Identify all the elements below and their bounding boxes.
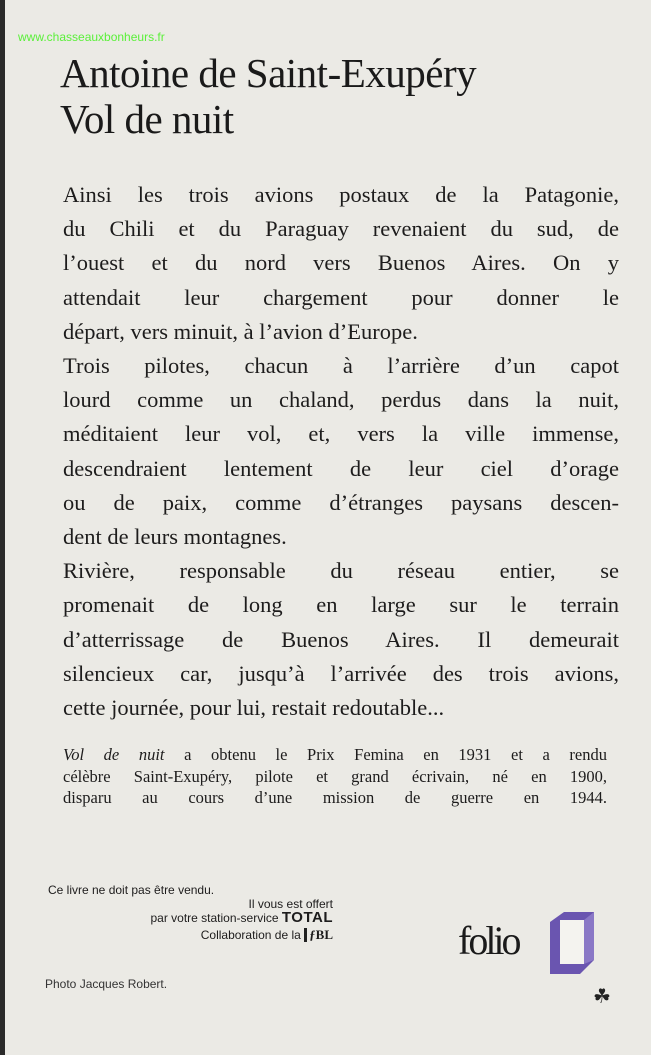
blurb-line: cette journée, pour lui, restait redoutable... xyxy=(63,695,445,721)
watermark: www.chasseauxbonheurs.fr xyxy=(18,30,165,44)
blurb-line: d’atterrissage de Buenos Aires. Il demeurait xyxy=(63,626,619,652)
blurb-line: Ainsi les trois avions postaux de la Patagonie, xyxy=(63,182,619,207)
blurb-text xyxy=(63,178,619,725)
gallimard-emblem-icon: ☘ xyxy=(593,986,611,1008)
sponsor-notice xyxy=(48,883,333,942)
blurb-line: Rivière, responsable du réseau entier, se xyxy=(63,558,619,584)
note-line: disparu au cours d’une mission de guerre en 1944. xyxy=(63,788,607,807)
folio-wordmark: folio xyxy=(458,918,519,963)
note-book-title: Vol de nuit xyxy=(63,745,165,764)
cover-heading xyxy=(60,50,476,142)
blurb-line: lourd comme un chaland, perdus dans la nuit, xyxy=(63,387,619,413)
blurb-line: méditaient leur vol, et, vers la ville immense, xyxy=(63,421,619,447)
photo-credit: Photo Jacques Robert. xyxy=(45,977,168,991)
blurb-line: silencieux car, jusqu’à l’arrivée des trois avions, xyxy=(63,660,619,686)
sponsor-line: Il vous est offert xyxy=(248,897,333,911)
note-line: a obtenu le Prix Femina en 1931 et a rendu xyxy=(164,745,608,764)
sponsor-line: Ce livre ne doit pas être vendu. xyxy=(48,883,215,897)
sponsor-line: Collaboration de la xyxy=(200,928,301,942)
book-title: Vol de nuit xyxy=(60,96,234,142)
author-name: Antoine de Saint-Exupéry xyxy=(60,50,477,96)
blurb-line: ou de paix, comme d’étranges paysans descen- xyxy=(63,489,619,515)
blurb-line: Trois pilotes, chacun à l’arrière d’un capot xyxy=(63,353,619,379)
cover-edge xyxy=(0,0,5,1055)
blurb-line: l’ouest et du nord vers Buenos Aires. On y xyxy=(63,250,619,276)
blurb-line: promenait de long en large sur le terrain xyxy=(63,592,619,618)
fbl-logo: ƒBL xyxy=(304,928,333,942)
note-line: célèbre Saint-Exupéry, pilote et grand écrivain, né en 1900, xyxy=(63,766,607,786)
blurb-line: départ, vers minuit, à l’avion d’Europe. xyxy=(63,318,418,344)
blurb-line: dent de leurs montagnes. xyxy=(63,524,287,550)
book-note xyxy=(63,744,607,809)
total-brand: TOTAL xyxy=(281,909,333,926)
blurb-line: du Chili et du Paraguay revenaient du sud, de xyxy=(63,216,619,242)
blurb-line: descendraient lentement de leur ciel d’orage xyxy=(63,455,619,481)
folio-logo-icon xyxy=(546,912,596,974)
sponsor-line: par votre station-service xyxy=(150,911,279,925)
blurb-line: attendait leur chargement pour donner le xyxy=(63,284,619,310)
